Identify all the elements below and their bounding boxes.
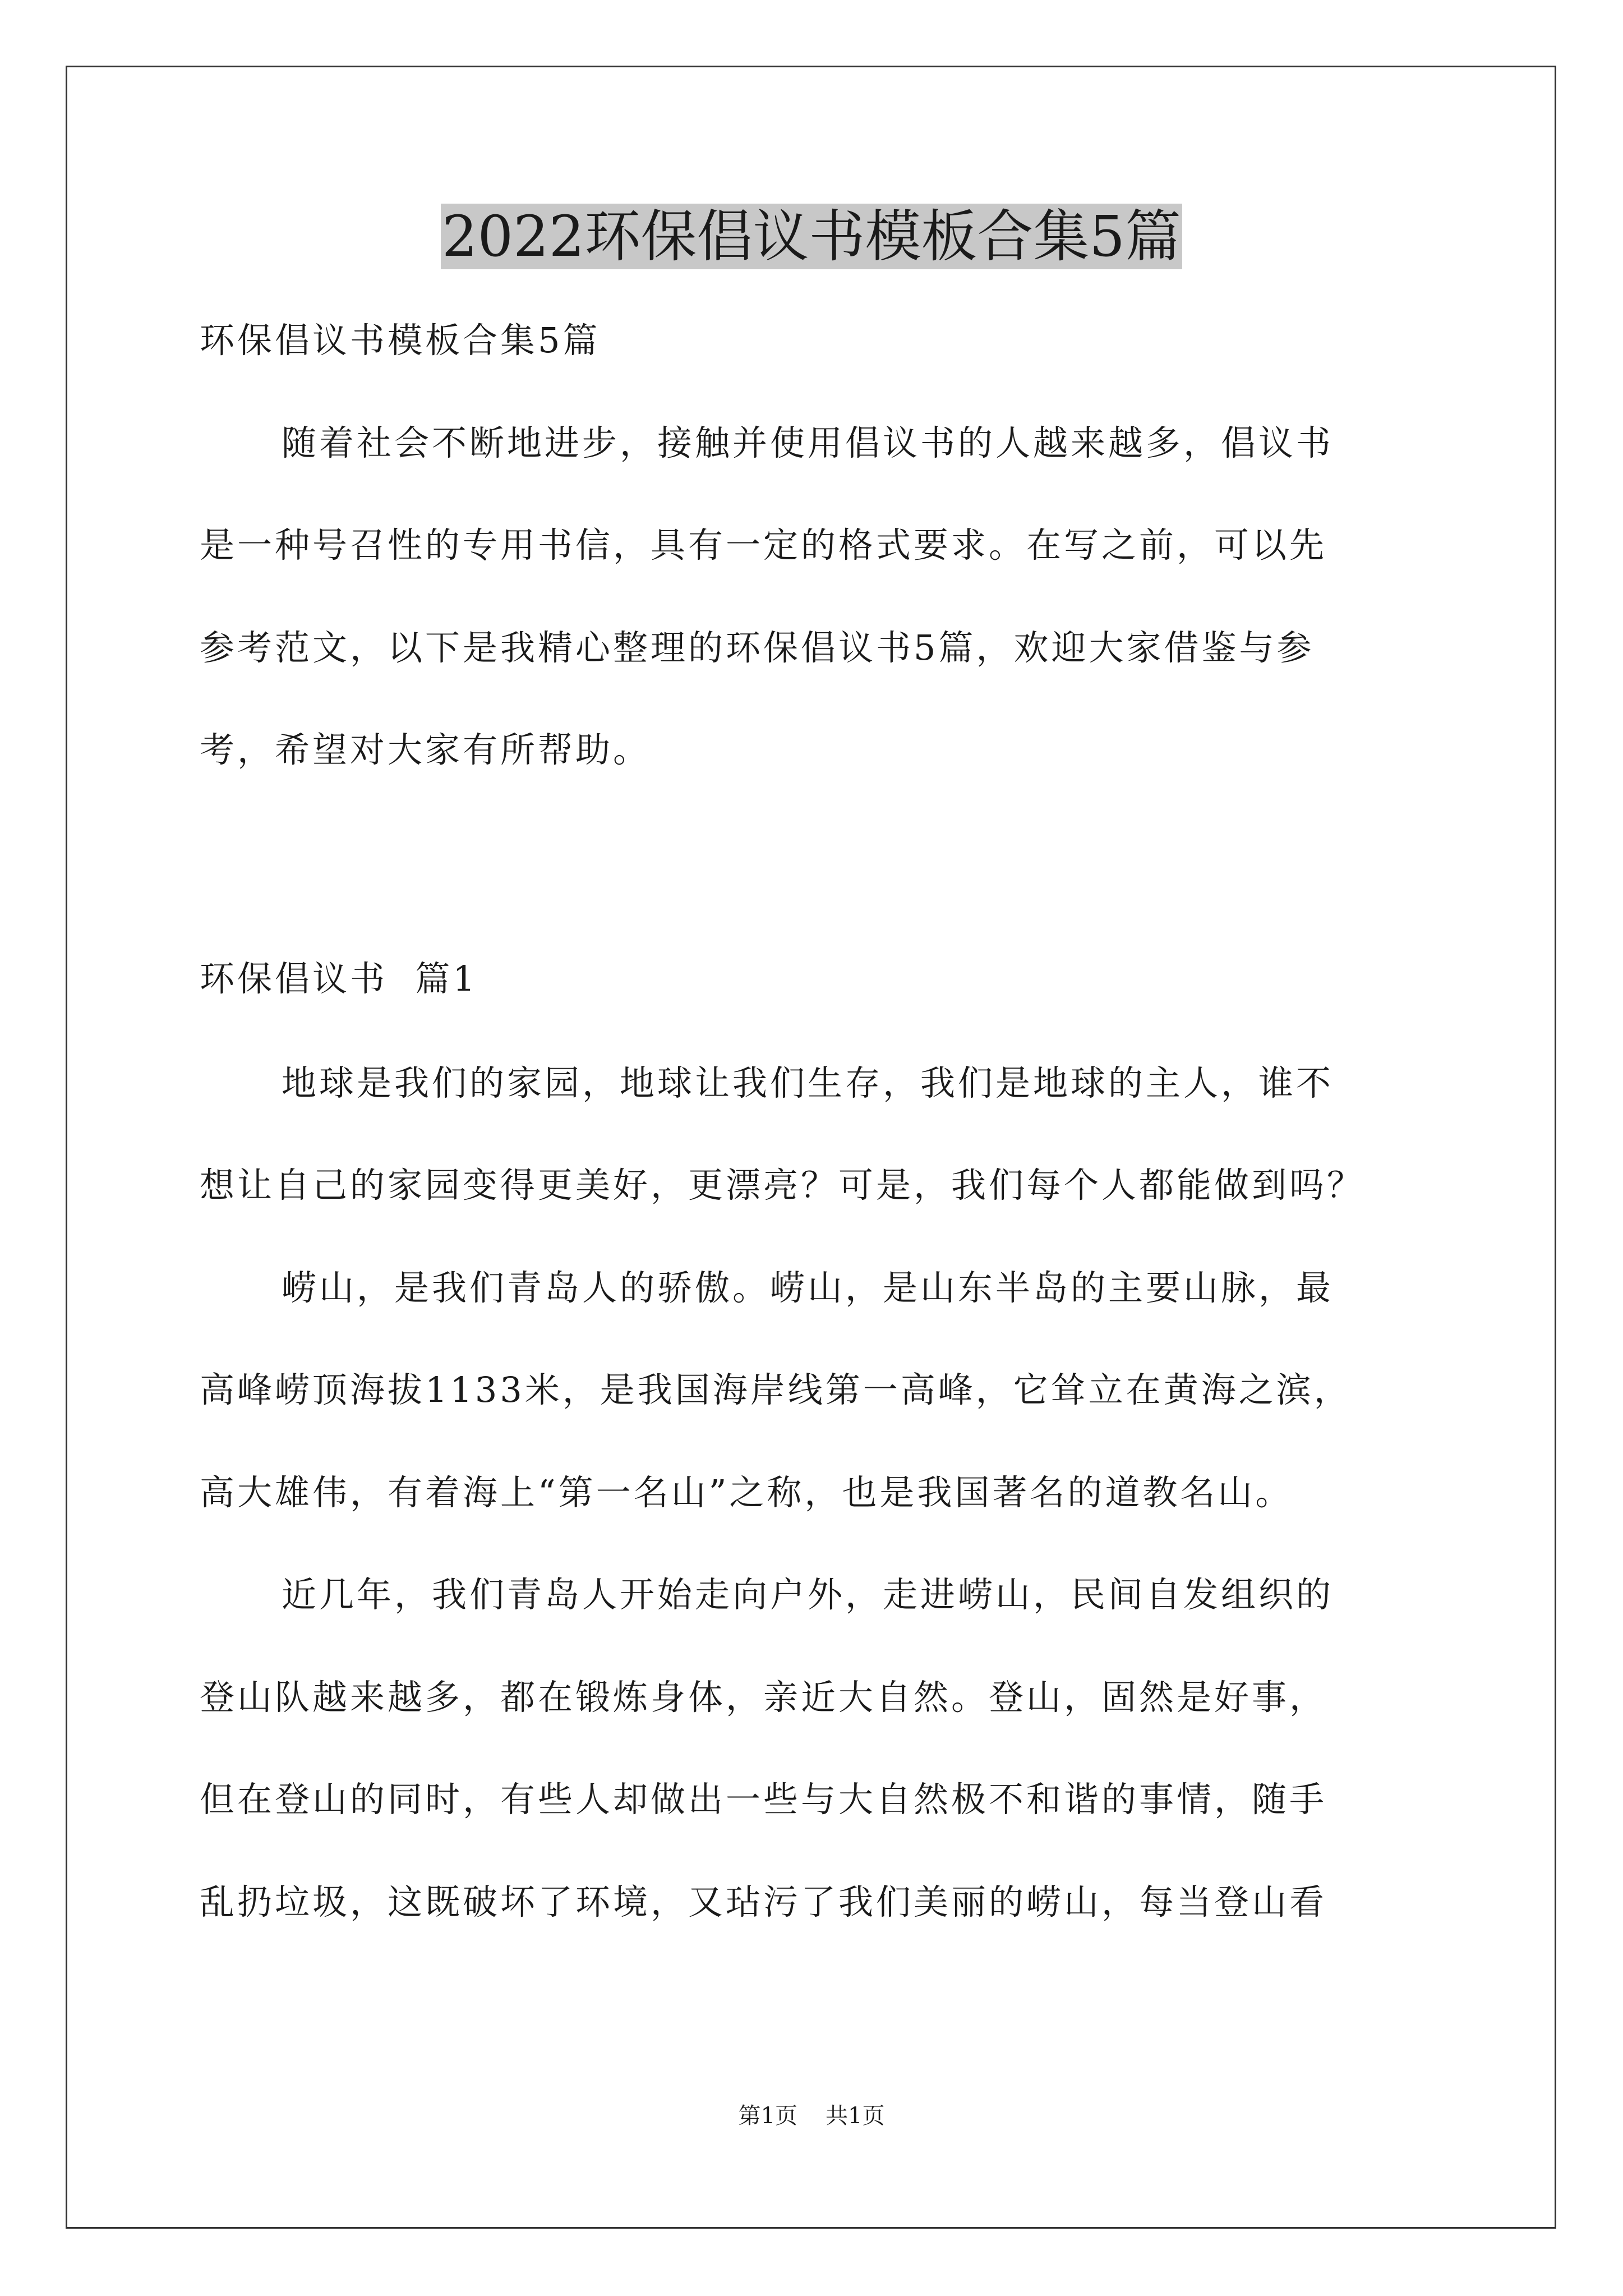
body-line-6: 近几年，我们青岛人开始走向户外，走进崂山，民间自发组织的 [282, 1574, 1334, 1615]
body-line-5: 高大雄伟，有着海上“第一名山”之称，也是我国著名的道教名山。 [200, 1472, 1293, 1513]
page-total: 共1页 [826, 2103, 885, 2129]
intro-line-3: 参考范文，以下是我精心整理的环保倡议书5篇，欢迎大家借鉴与参 [200, 627, 1315, 668]
document-title [0, 197, 1623, 276]
intro-line-1: 随着社会不断地进步，接触并使用倡议书的人越来越多，倡议书 [282, 422, 1334, 463]
intro-line-2: 是一种号召性的专用书信，具有一定的格式要求。在写之前，可以先 [200, 524, 1327, 565]
body-line-2: 想让自己的家园变得更美好，更漂亮？可是，我们每个人都能做到吗？ [200, 1165, 1365, 1205]
body-line-8: 但在登山的同时，有些人却做出一些与大自然极不和谐的事情，随手 [200, 1779, 1327, 1820]
document-subtitle: 环保倡议书模板合集5篇 [200, 320, 601, 361]
body-line-9: 乱扔垃圾，这既破坏了环境，又玷污了我们美丽的崂山，每当登山看 [200, 1881, 1327, 1922]
body-line-1: 地球是我们的家园，地球让我们生存，我们是地球的主人，谁不 [282, 1062, 1334, 1103]
page-footer [0, 2099, 1623, 2133]
section-heading: 环保倡议书 篇1 [200, 958, 478, 999]
body-line-7: 登山队越来越多，都在锻炼身体，亲近大自然。登山，固然是好事， [200, 1677, 1327, 1718]
intro-line-4: 考，希望对大家有所帮助。 [200, 729, 651, 770]
body-line-4: 高峰崂顶海拔1133米，是我国海岸线第一高峰，它耸立在黄海之滨， [200, 1369, 1352, 1410]
page-number: 第1页 [738, 2103, 797, 2129]
body-line-3: 崂山，是我们青岛人的骄傲。崂山，是山东半岛的主要山脉，最 [282, 1267, 1334, 1308]
document-title-text: 2022环保倡议书模板合集5篇 [441, 204, 1182, 269]
